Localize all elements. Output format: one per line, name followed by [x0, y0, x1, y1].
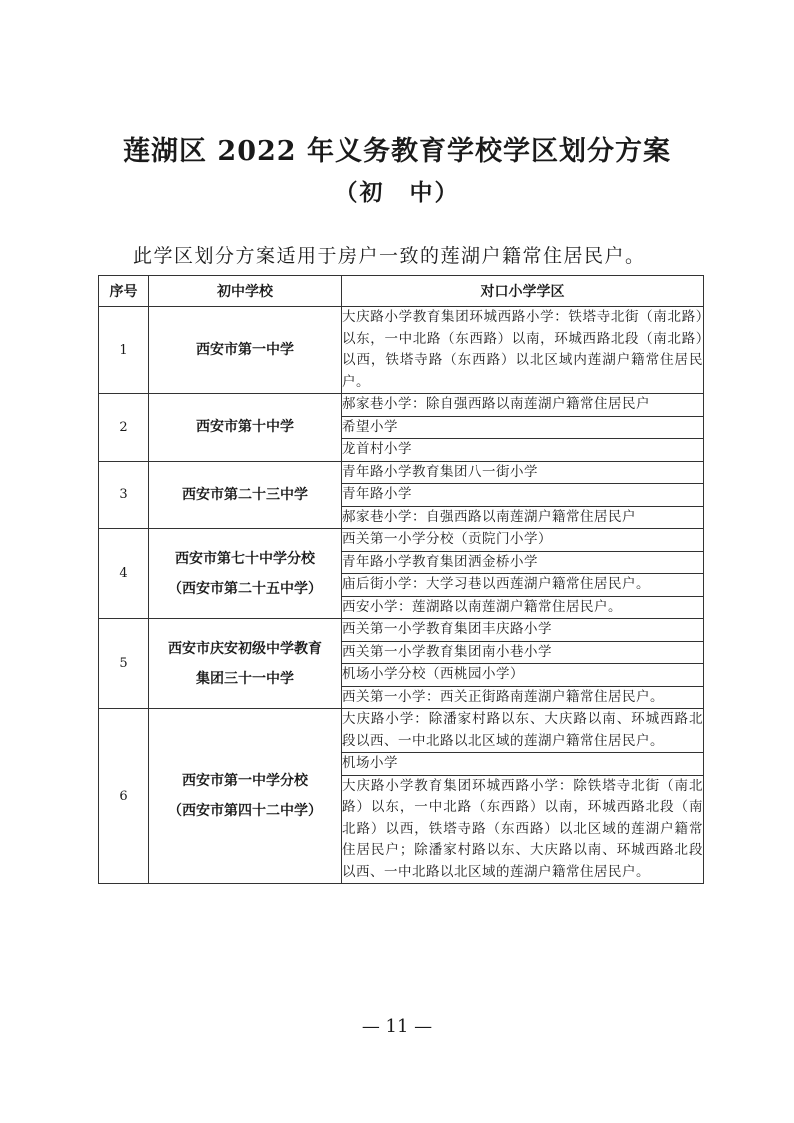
primary-district-cell: 大庆路小学教育集团环城西路小学：铁塔寺北街（南北路）以东，一中北路（东西路）以南，环城西路北段（南北路）以西，铁塔寺路（东西路）以北区域内莲湖户籍常住居民户。: [342, 307, 704, 394]
table-row: [99, 461, 704, 484]
row-seq: 6: [99, 709, 149, 884]
table-row: [99, 307, 704, 394]
school-name-line: （西安市第二十五中学）: [168, 580, 322, 597]
school-name-line: （西安市第四十二中学）: [168, 803, 322, 819]
middle-school-name: [149, 709, 342, 884]
primary-district-cell: 青年路小学: [342, 484, 704, 507]
school-name-line: 集团三十一中学: [196, 670, 294, 687]
primary-district-cell: 希望小学: [342, 416, 704, 439]
primary-district-cell: 龙首村小学: [342, 439, 704, 462]
primary-district-cell: 机场小学分校（西桃园小学）: [342, 664, 704, 687]
primary-district-cell: 郝家巷小学：自强西路以南莲湖户籍常住居民户: [342, 506, 704, 529]
table-row: [99, 529, 704, 552]
intro-paragraph: 此学区划分方案适用于房户一致的莲湖户籍常住居民户。: [133, 245, 646, 267]
table-row: [99, 619, 704, 642]
header-middle-school: 初中学校: [149, 276, 342, 307]
school-district-table: [98, 275, 704, 884]
middle-school-name: 西安市第一中学: [149, 307, 342, 394]
middle-school-name: [149, 529, 342, 619]
row-seq: 3: [99, 461, 149, 529]
primary-district-cell: 青年路小学教育集团洒金桥小学: [342, 551, 704, 574]
table-row: [99, 709, 704, 753]
document-title: 莲湖区 2022 年义务教育学校学区划分方案: [123, 136, 671, 167]
school-name-line: 西安市第一中学分校: [182, 773, 308, 789]
row-seq: 5: [99, 619, 149, 709]
document-subtitle: （初 中）: [334, 179, 460, 206]
row-seq: 2: [99, 394, 149, 462]
middle-school-name: 西安市第十中学: [149, 394, 342, 462]
primary-district-cell: 西安小学：莲湖路以南莲湖户籍常住居民户。: [342, 596, 704, 619]
middle-school-name: [149, 619, 342, 709]
middle-school-name: 西安市第二十三中学: [149, 461, 342, 529]
row-seq: 4: [99, 529, 149, 619]
primary-district-cell: 大庆路小学教育集团环城西路小学：除铁塔寺北街（南北路）以东，一中北路（东西路）以南，环城西路北段（南北路）以西，铁塔寺路（东西路）以北区域的莲湖户籍常住居民户；除潘家村路以东、大庆路以南、环城西路北段以西、一中北路以北区域的莲湖户籍常住居民户。: [342, 775, 704, 884]
primary-district-cell: 机场小学: [342, 753, 704, 776]
primary-district-cell: 西关第一小学分校（贡院门小学）: [342, 529, 704, 552]
primary-district-cell: 庙后街小学：大学习巷以西莲湖户籍常住居民户。: [342, 574, 704, 597]
row-seq: 1: [99, 307, 149, 394]
school-name-line: 西安市第七十中学分校: [175, 550, 315, 567]
primary-district-cell: 大庆路小学：除潘家村路以东、大庆路以南、环城西路北段以西、一中北路以北区域的莲湖户籍常住居民户。: [342, 709, 704, 753]
header-seq: 序号: [99, 276, 149, 307]
header-primary-district: 对口小学学区: [342, 276, 704, 307]
table-row: [99, 394, 704, 417]
primary-district-cell: 西关第一小学教育集团丰庆路小学: [342, 619, 704, 642]
primary-district-cell: 西关第一小学教育集团南小巷小学: [342, 641, 704, 664]
primary-district-cell: 郝家巷小学：除自强西路以南莲湖户籍常住居民户: [342, 394, 704, 417]
page-number: — 11 —: [361, 1016, 433, 1037]
primary-district-cell: 青年路小学教育集团八一街小学: [342, 461, 704, 484]
table-header-row: [99, 276, 704, 307]
primary-district-cell: 西关第一小学：西关正街路南莲湖户籍常住居民户。: [342, 686, 704, 709]
school-name-line: 西安市庆安初级中学教育: [168, 640, 322, 657]
